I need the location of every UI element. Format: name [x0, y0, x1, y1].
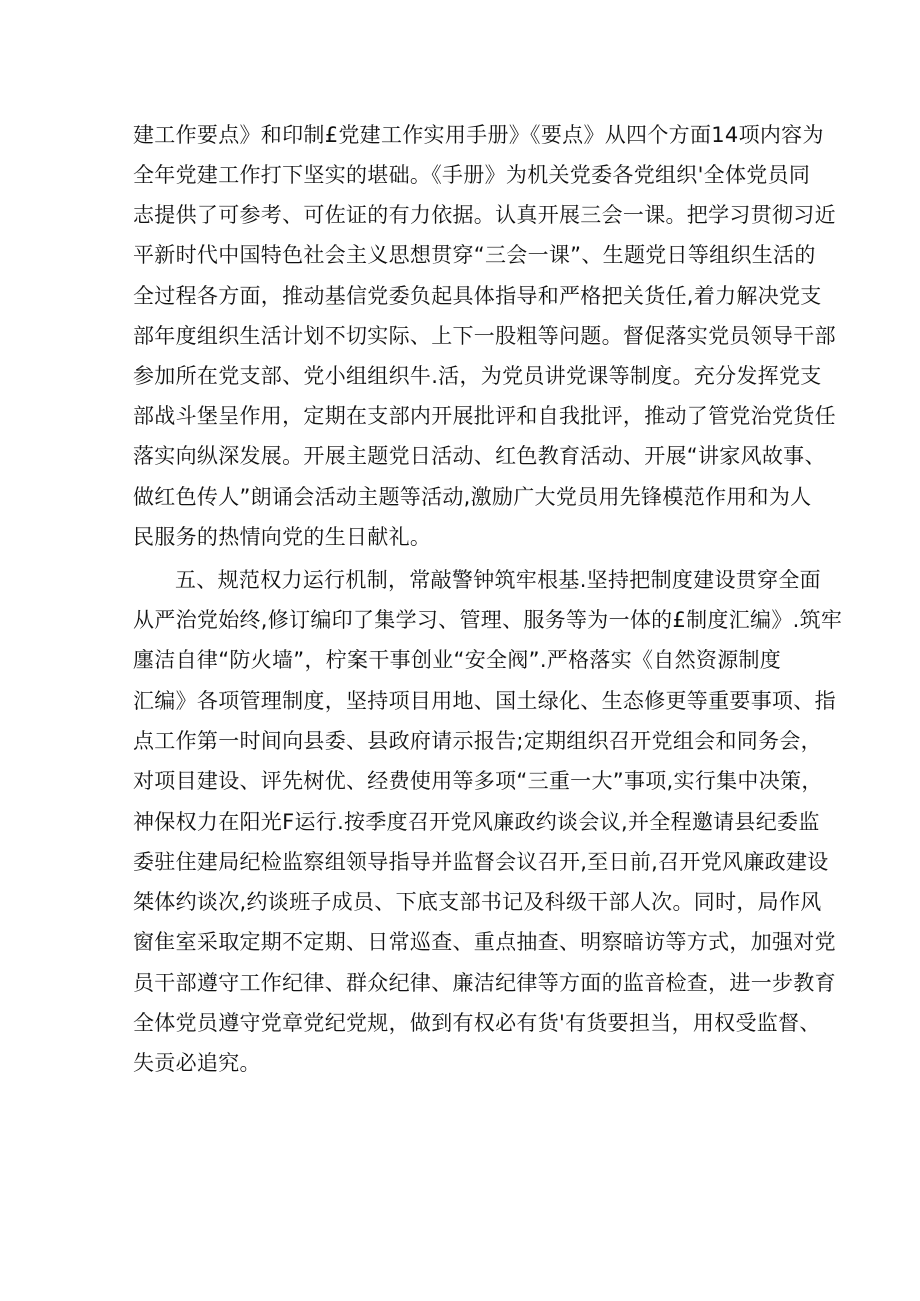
text-line: 参加所在党支部、党小组组织牛.活，为党员讲党课等制度。充分发挥党支 [133, 364, 822, 388]
text-line: 志提供了可参考、可佐证的有力依据。认真开展三会一课。把学习贯彻习近 [133, 203, 836, 227]
text-line: 神保权力在阳光F运行.按季度召开党风廉政约谈会议,并全程邀请县纪委监 [133, 810, 820, 834]
text-line: 委驻住建局纪检监察组领导指导并监督会议召开,至日前,召开党风廉政建设 [133, 850, 829, 874]
text-line: 五、规范权力运行机制，常敲警钟筑牢根基.坚持把制度建设贯穿全面 [175, 568, 821, 592]
text-line: 民服务的热情向党的生日献礼。 [133, 525, 432, 549]
text-line: 全年党建工作打下坚实的堪础。《手册》为机关党委各党组织'全体党员同 [133, 163, 811, 187]
text-line: 窗隹室采取定期不定期、日常巡查、重点抽查、明察暗访等方式，加强对党 [133, 930, 836, 954]
text-line: 全过程各方面，推动基信党委负起具体指导和严格把关货任,着力解决党支 [133, 284, 822, 308]
text-line: 落实向纵深发展。开展主题党日活动、红色教育活动、开展“讲家风故事、 [133, 444, 826, 468]
text-line: 建工作要点》和印制£党建工作实用手册》《要点》从四个方面14项内容为 [133, 123, 824, 147]
text-line: 从严治党始终,修订编印了集学习、管理、服务等为一体的£制度汇编》.筑牢 [133, 608, 843, 632]
text-line: 部年度组织生活计划不切实际、上下一股粗等问题。督促落实党员领导干部 [133, 324, 836, 348]
text-line: 点工作第一时间向县委、县政府请示报告;定期组织召开党组会和同务会， [133, 729, 822, 753]
text-line: 做红色传人”朗诵会活动主题等活动,激励广大党员用先锋模范作用和为人 [133, 485, 812, 509]
text-line: 员干部遵守工作纪律、群众纪律、廉洁纪律等方面的监音检查，进一步教育 [133, 971, 836, 995]
text-line: 平新时代中国特色社会主义思想贯穿“三会一课”、生题党日等组织生活的 [133, 243, 816, 267]
text-line: 部战斗堡呈作用，定期在支部内开展批评和自我批评，推动了管党治党货任 [133, 404, 836, 428]
text-line: 对项目建设、评先树优、经费使用等多项“三重一大”事项,实行集中决策， [133, 769, 823, 793]
text-line: 全体党员遵守党章党纪党规，做到有权必有货'有货要担当，用权受监督、 [133, 1011, 821, 1035]
text-line: 汇编》各项管理制度，坚持项目用地、国土绿化、生态修更等重要事项、指 [133, 689, 836, 713]
text-line: 桀体约谈次,约谈班子成员、下底支部书记及科级干部人次。同时，局作风 [133, 890, 822, 914]
text-line: 失贡必追究。 [133, 1051, 261, 1075]
text-line: 廛洁自律“防火墙”，柠案干事创业“安全阀”.严格落实《自然资源制度 [133, 648, 782, 672]
